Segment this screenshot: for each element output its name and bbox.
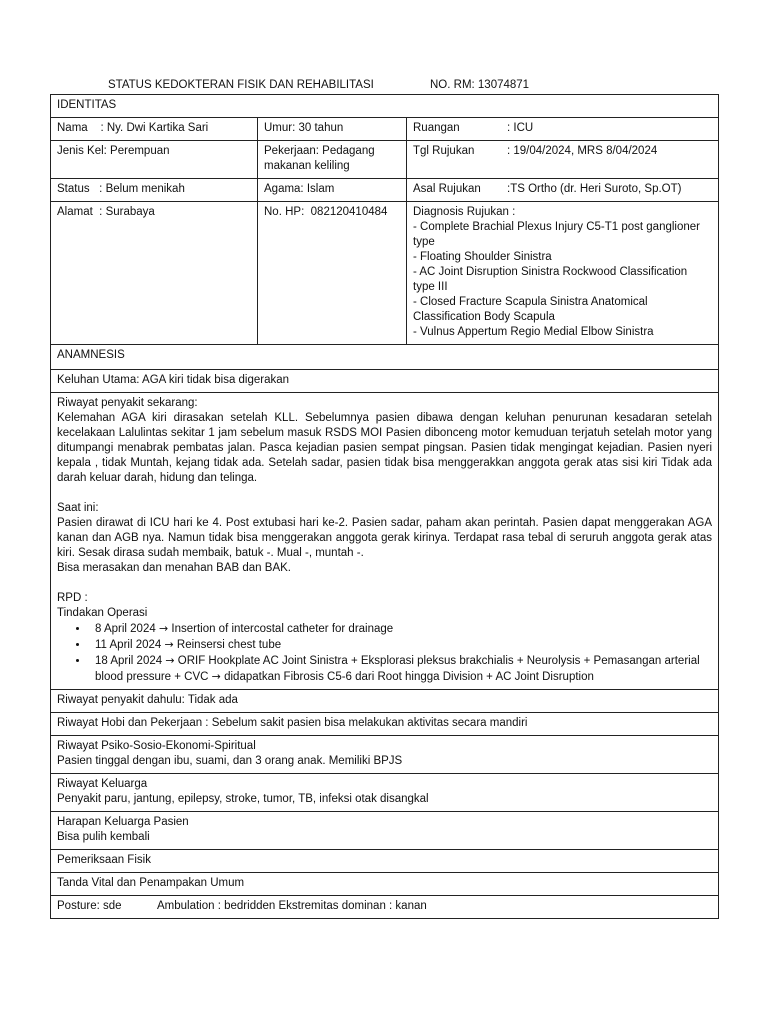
posture: Posture: sde xyxy=(57,900,122,912)
referral-origin-cell xyxy=(407,179,719,202)
family-expectation-text: Bisa pulih kembali xyxy=(57,831,150,843)
patient-occupation: Pekerjaan: Pedagang makanan keliling xyxy=(258,141,407,179)
diagnosis-item: - AC Joint Disruption Sinistra Rockwood Classification type III xyxy=(413,266,688,293)
family-expectation-cell xyxy=(51,812,719,850)
identitas-heading: IDENTITAS xyxy=(51,95,719,118)
vital-signs-heading: Tanda Vital dan Penampakan Umum xyxy=(51,873,719,896)
family-history-cell xyxy=(51,774,719,812)
arrow-right-icon: → xyxy=(165,654,175,667)
marital-status: Status : Belum menikah xyxy=(51,179,258,202)
chief-complaint: Keluhan Utama: AGA kiri tidak bisa digerakan xyxy=(51,370,719,393)
surgery-item: • 18 April 2024 → ORIF Hookplate AC Joint Sinistra + Eksplorasi pleksus brakchialis + Neurolysis + Pemasangan arterial blood pressure + CVC → didapatkan Fibrosis C5-6 dari Root hingga Division + AC Joint Disruption xyxy=(89,653,712,685)
anamnesis-heading: ANAMNESIS xyxy=(51,345,719,370)
diagnosis-title: Diagnosis Rujukan : xyxy=(413,206,516,218)
address: Alamat : Surabaya xyxy=(51,202,258,345)
medical-record-number: NO. RM: 13074871 xyxy=(430,79,530,91)
patient-gender: Jenis Kel: Perempuan xyxy=(51,141,258,179)
referral-origin-value: :TS Ortho (dr. Heri Suroto, Sp.OT) xyxy=(507,183,682,195)
family-history-text: Penyakit paru, jantung, epilepsy, stroke, tumor, TB, infeksi otak disangkal xyxy=(57,793,429,805)
document-title: STATUS KEDOKTERAN FISIK DAN REHABILITASI xyxy=(108,79,374,91)
psychosocial-title: Riwayat Psiko-Sosio-Ekonomi-Spiritual xyxy=(57,740,256,752)
psychosocial-cell xyxy=(51,736,719,774)
room-label: Ruangan xyxy=(413,122,460,134)
patient-age: Umur: 30 tahun xyxy=(258,118,407,141)
psychosocial-text: Pasien tinggal dengan ibu, suami, dan 3 orang anak. Memiliki BPJS xyxy=(57,755,403,767)
current-status-text-2: Bisa merasakan dan menahan BAB dan BAK. xyxy=(57,562,291,574)
patient-name: Nama : Ny. Dwi Kartika Sari xyxy=(51,118,258,141)
surgery-title: Tindakan Operasi xyxy=(57,607,148,619)
physical-exam-heading: Pemeriksaan Fisik xyxy=(51,850,719,873)
medical-status-table xyxy=(50,94,719,919)
phone-number: No. HP: 082120410484 xyxy=(258,202,407,345)
diagnosis-item: - Complete Brachial Plexus Injury C5-T1 post ganglioner type xyxy=(413,221,700,248)
current-status-title: Saat ini: xyxy=(57,502,99,514)
surgery-item: • 8 April 2024 → Insertion of intercostal catheter for drainage xyxy=(89,621,712,637)
present-illness-text: Kelemahan AGA kiri dirasakan setelah KLL. Sebelumnya pasien dibawa dengan keluhan penurunan kesadaran setelah kecelakaan Lalulintas sekitar 1 jam sebelum masuk RSDS MOI Pasien dibonceng motor kemuduan terjatuh setelah motor yang ditumpangi menabrak pembatas jalan. Pasca kejadian pasien sempat pingsan. Pasien tidak mengingat kejadian. Pasien nyeri kepala , tidak Muntah, kejang tidak ada. Setelah sadar, pasien tidak bisa menggerakkan anggota gerak atas sisi kiri Tidak ada darah keluar darah, hidung dan telinga. xyxy=(57,412,713,484)
diagnosis-item: - Closed Fracture Scapula Sinistra Anatomical Classification Body Scapula xyxy=(413,296,648,323)
religion: Agama: Islam xyxy=(258,179,407,202)
diagnosis-item: - Vulnus Appertum Regio Medial Elbow Sinistra xyxy=(413,326,654,338)
room-cell xyxy=(407,118,719,141)
diagnosis-item: - Floating Shoulder Sinistra xyxy=(413,251,552,263)
referral-date-label: Tgl Rujukan xyxy=(413,145,475,157)
present-illness-title: Riwayat penyakit sekarang: xyxy=(57,397,198,409)
family-history-title: Riwayat Keluarga xyxy=(57,778,148,790)
arrow-right-icon: → xyxy=(158,622,169,635)
surgery-item: • 11 April 2024 → Reinsersi chest tube xyxy=(89,637,712,653)
referral-origin-label: Asal Rujukan xyxy=(413,183,481,195)
past-medical-history: Riwayat penyakit dahulu: Tidak ada xyxy=(51,690,719,713)
rpd-title: RPD : xyxy=(57,592,88,604)
current-status-text: Pasien dirawat di ICU hari ke 4. Post extubasi hari ke-2. Pasien sadar, paham akan perintah. Pasien dapat menggerakan AGA kanan dan AGB nya. Namun tidak bisa menggerakan anggota gerak kirinya. Terdapat rasa tebal di seruruh anggota gerak atas kiri. Sesak dirasa sudah membaik, batuk -. Mual -, muntah -. xyxy=(57,517,713,559)
family-expectation-title: Harapan Keluarga Pasien xyxy=(57,816,189,828)
referral-date-value: : 19/04/2024, MRS 8/04/2024 xyxy=(507,145,658,157)
ambulation: Ambulation : bedridden Ekstremitas dominan : kanan xyxy=(157,900,427,912)
posture-ambulation-cell xyxy=(51,896,719,919)
present-illness-cell xyxy=(51,393,719,690)
room-value: : ICU xyxy=(507,122,534,134)
referral-date-cell xyxy=(407,141,719,179)
referral-diagnosis-cell xyxy=(407,202,719,345)
arrow-right-icon: → xyxy=(164,638,174,651)
surgery-list xyxy=(57,621,712,685)
document-header xyxy=(108,79,708,95)
arrow-right-icon: → xyxy=(211,670,221,683)
hobby-occupation-history: Riwayat Hobi dan Pekerjaan : Sebelum sakit pasien bisa melakukan aktivitas secara mandiri xyxy=(51,713,719,736)
